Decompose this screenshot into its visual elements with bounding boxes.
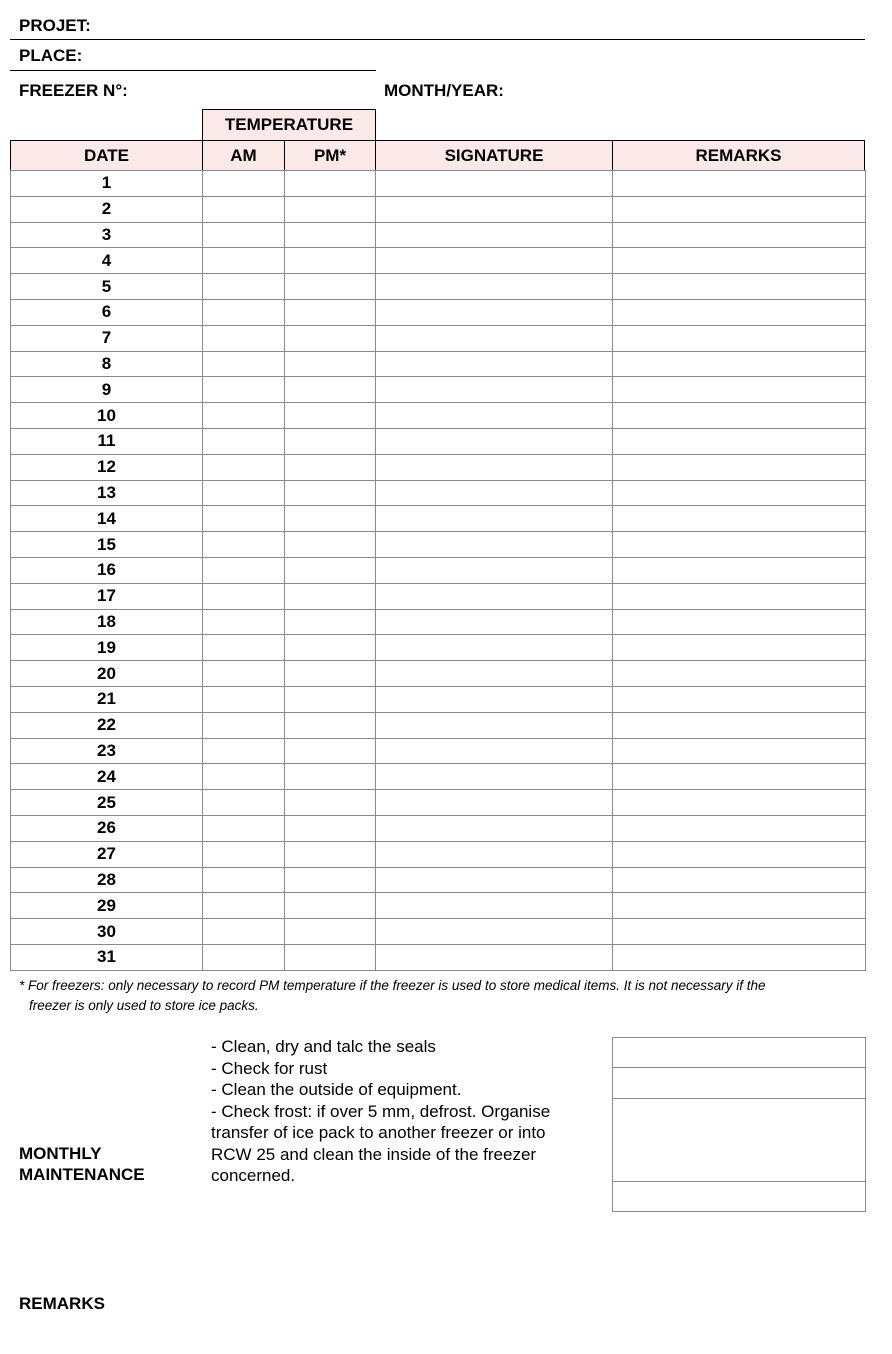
signature-cell[interactable] xyxy=(376,686,613,712)
date-cell: 7 xyxy=(11,325,203,351)
remarks-cell[interactable] xyxy=(613,944,866,970)
signature-cell[interactable] xyxy=(376,480,613,506)
remarks-cell[interactable] xyxy=(613,919,866,945)
signature-cell[interactable] xyxy=(376,712,613,738)
date-cell: 20 xyxy=(11,661,203,687)
maintenance-task: RCW 25 and clean the inside of the freezer xyxy=(211,1144,537,1164)
table-row xyxy=(11,196,866,222)
table-row xyxy=(11,248,866,274)
table-row xyxy=(11,738,866,764)
signature-cell[interactable] xyxy=(376,171,613,197)
table-row xyxy=(11,325,866,351)
maintenance-check-box-1[interactable] xyxy=(612,1037,866,1068)
date-cell: 28 xyxy=(11,867,203,893)
signature-cell[interactable] xyxy=(376,944,613,970)
table-row xyxy=(11,893,866,919)
table-row xyxy=(11,428,866,454)
date-cell: 9 xyxy=(11,377,203,403)
am-cell[interactable] xyxy=(203,712,285,738)
signature-cell[interactable] xyxy=(376,325,613,351)
am-cell[interactable] xyxy=(203,403,285,429)
am-cell[interactable] xyxy=(203,351,285,377)
remarks-cell[interactable] xyxy=(613,299,866,325)
remarks-cell[interactable] xyxy=(613,222,866,248)
date-cell: 18 xyxy=(11,609,203,635)
table-row xyxy=(11,299,866,325)
maintenance-task: - Check for rust xyxy=(211,1058,328,1078)
signature-cell[interactable] xyxy=(376,841,613,867)
remarks-cell[interactable] xyxy=(613,274,866,300)
footnote xyxy=(19,976,839,1016)
am-cell[interactable] xyxy=(203,893,285,919)
remarks-cell[interactable] xyxy=(613,712,866,738)
remarks-cell[interactable] xyxy=(613,661,866,687)
am-cell[interactable] xyxy=(203,790,285,816)
pm-cell[interactable] xyxy=(285,428,376,454)
table-row xyxy=(11,171,866,197)
table-row xyxy=(11,506,866,532)
table-row xyxy=(11,557,866,583)
maintenance-task: transfer of ice pack to another freezer or into xyxy=(211,1123,546,1142)
am-cell[interactable] xyxy=(203,325,285,351)
am-cell[interactable] xyxy=(203,583,285,609)
project-line xyxy=(10,39,865,40)
table-row xyxy=(11,867,866,893)
maintenance-task: - Clean, dry and talc the seals xyxy=(211,1037,436,1056)
table-row xyxy=(11,351,866,377)
table-row xyxy=(11,274,866,300)
footnote-line-1: * For freezers: only necessary to record PM temperature if the freezer is used to store medical items. It is not necessary if the xyxy=(19,978,766,993)
pm-cell[interactable] xyxy=(285,661,376,687)
pm-cell[interactable] xyxy=(285,480,376,506)
date-cell: 2 xyxy=(11,196,203,222)
table-row xyxy=(11,222,866,248)
remarks-cell[interactable] xyxy=(613,764,866,790)
remarks-cell[interactable] xyxy=(613,171,866,197)
column-header-am: AM xyxy=(202,140,285,171)
pm-cell[interactable] xyxy=(285,222,376,248)
am-cell[interactable] xyxy=(203,919,285,945)
am-cell[interactable] xyxy=(203,841,285,867)
pm-cell[interactable] xyxy=(285,841,376,867)
log-body xyxy=(11,171,866,971)
table-row xyxy=(11,532,866,558)
remarks-cell[interactable] xyxy=(613,583,866,609)
signature-cell[interactable] xyxy=(376,893,613,919)
date-cell: 10 xyxy=(11,403,203,429)
place-line xyxy=(10,70,376,71)
signature-cell[interactable] xyxy=(376,428,613,454)
pm-cell[interactable] xyxy=(285,506,376,532)
date-cell: 4 xyxy=(11,248,203,274)
date-cell: 25 xyxy=(11,790,203,816)
table-row xyxy=(11,712,866,738)
pm-cell[interactable] xyxy=(285,532,376,558)
signature-cell[interactable] xyxy=(376,351,613,377)
temperature-header: TEMPERATURE xyxy=(202,109,376,141)
date-cell: 6 xyxy=(11,299,203,325)
table-row xyxy=(11,764,866,790)
daily-temperature-log xyxy=(10,170,866,971)
am-cell[interactable] xyxy=(203,248,285,274)
am-cell[interactable] xyxy=(203,532,285,558)
pm-cell[interactable] xyxy=(285,274,376,300)
pm-cell[interactable] xyxy=(285,815,376,841)
am-cell[interactable] xyxy=(203,609,285,635)
signature-cell[interactable] xyxy=(376,919,613,945)
date-cell: 24 xyxy=(11,764,203,790)
remarks-cell[interactable] xyxy=(613,867,866,893)
signature-cell[interactable] xyxy=(376,609,613,635)
table-row xyxy=(11,790,866,816)
signature-cell[interactable] xyxy=(376,274,613,300)
maintenance-task: concerned. xyxy=(211,1166,296,1185)
signature-cell[interactable] xyxy=(376,299,613,325)
pm-cell[interactable] xyxy=(285,790,376,816)
signature-cell[interactable] xyxy=(376,635,613,661)
table-row xyxy=(11,480,866,506)
am-cell[interactable] xyxy=(203,196,285,222)
am-cell[interactable] xyxy=(203,454,285,480)
am-cell[interactable] xyxy=(203,815,285,841)
remarks-cell[interactable] xyxy=(613,454,866,480)
maintenance-check-box-3[interactable] xyxy=(612,1098,866,1182)
remarks-cell[interactable] xyxy=(613,893,866,919)
remarks-cell[interactable] xyxy=(613,248,866,274)
date-cell: 19 xyxy=(11,635,203,661)
signature-cell[interactable] xyxy=(376,248,613,274)
am-cell[interactable] xyxy=(203,557,285,583)
pm-cell[interactable] xyxy=(285,299,376,325)
maintenance-check-box-2[interactable] xyxy=(612,1067,866,1099)
date-cell: 16 xyxy=(11,557,203,583)
remarks-cell[interactable] xyxy=(613,635,866,661)
signature-cell[interactable] xyxy=(376,454,613,480)
remarks-cell[interactable] xyxy=(613,377,866,403)
table-row xyxy=(11,686,866,712)
maintenance-task: - Check frost: if over 5 mm, defrost. Organise xyxy=(211,1101,551,1121)
date-cell: 21 xyxy=(11,686,203,712)
date-cell: 14 xyxy=(11,506,203,532)
am-cell[interactable] xyxy=(203,171,285,197)
signature-cell[interactable] xyxy=(376,583,613,609)
table-row xyxy=(11,609,866,635)
date-cell: 31 xyxy=(11,944,203,970)
signature-cell[interactable] xyxy=(376,764,613,790)
monthly-maintenance-label xyxy=(19,1143,145,1185)
pm-cell[interactable] xyxy=(285,867,376,893)
remarks-cell[interactable] xyxy=(613,686,866,712)
am-cell[interactable] xyxy=(203,480,285,506)
freezer-number-label: FREEZER N°: xyxy=(19,81,128,100)
pm-cell[interactable] xyxy=(285,377,376,403)
pm-cell[interactable] xyxy=(285,557,376,583)
am-cell[interactable] xyxy=(203,222,285,248)
place-label: PLACE: xyxy=(19,46,83,65)
maintenance-label-line-1: MONTHLY xyxy=(19,1144,102,1163)
remarks-cell[interactable] xyxy=(613,351,866,377)
am-cell[interactable] xyxy=(203,506,285,532)
table-row xyxy=(11,944,866,970)
pm-cell[interactable] xyxy=(285,171,376,197)
table-row xyxy=(11,635,866,661)
remarks-label: REMARKS xyxy=(19,1294,105,1313)
maintenance-task: - Clean the outside of equipment. xyxy=(211,1080,462,1099)
date-cell: 27 xyxy=(11,841,203,867)
pm-cell[interactable] xyxy=(285,635,376,661)
date-cell: 26 xyxy=(11,815,203,841)
date-cell: 29 xyxy=(11,893,203,919)
table-row xyxy=(11,661,866,687)
signature-cell[interactable] xyxy=(376,661,613,687)
pm-cell[interactable] xyxy=(285,738,376,764)
table-row xyxy=(11,919,866,945)
signature-cell[interactable] xyxy=(376,196,613,222)
remarks-cell[interactable] xyxy=(613,532,866,558)
am-cell[interactable] xyxy=(203,764,285,790)
remarks-cell[interactable] xyxy=(613,841,866,867)
table-row xyxy=(11,377,866,403)
am-cell[interactable] xyxy=(203,686,285,712)
am-cell[interactable] xyxy=(203,661,285,687)
table-row xyxy=(11,403,866,429)
am-cell[interactable] xyxy=(203,635,285,661)
remarks-cell[interactable] xyxy=(613,403,866,429)
date-cell: 1 xyxy=(11,171,203,197)
signature-cell[interactable] xyxy=(376,506,613,532)
date-cell: 3 xyxy=(11,222,203,248)
pm-cell[interactable] xyxy=(285,196,376,222)
remarks-cell[interactable] xyxy=(613,609,866,635)
remarks-cell[interactable] xyxy=(613,790,866,816)
maintenance-check-box-4[interactable] xyxy=(612,1181,866,1212)
am-cell[interactable] xyxy=(203,377,285,403)
project-label: PROJET: xyxy=(19,16,91,35)
pm-cell[interactable] xyxy=(285,454,376,480)
signature-cell[interactable] xyxy=(376,403,613,429)
table-row xyxy=(11,841,866,867)
am-cell[interactable] xyxy=(203,944,285,970)
am-cell[interactable] xyxy=(203,274,285,300)
remarks-cell[interactable] xyxy=(613,480,866,506)
am-cell[interactable] xyxy=(203,428,285,454)
date-cell: 30 xyxy=(11,919,203,945)
date-cell: 17 xyxy=(11,583,203,609)
column-header-date: DATE xyxy=(10,140,203,171)
date-cell: 22 xyxy=(11,712,203,738)
pm-cell[interactable] xyxy=(285,583,376,609)
pm-cell[interactable] xyxy=(285,893,376,919)
remarks-cell[interactable] xyxy=(613,557,866,583)
remarks-cell[interactable] xyxy=(613,815,866,841)
date-cell: 11 xyxy=(11,428,203,454)
remarks-cell[interactable] xyxy=(613,196,866,222)
date-cell: 23 xyxy=(11,738,203,764)
signature-cell[interactable] xyxy=(376,222,613,248)
pm-cell[interactable] xyxy=(285,351,376,377)
remarks-cell[interactable] xyxy=(613,428,866,454)
pm-cell[interactable] xyxy=(285,764,376,790)
column-header-remarks: REMARKS xyxy=(612,140,865,171)
remarks-cell[interactable] xyxy=(613,506,866,532)
date-cell: 15 xyxy=(11,532,203,558)
remarks-cell[interactable] xyxy=(613,738,866,764)
pm-cell[interactable] xyxy=(285,325,376,351)
date-cell: 8 xyxy=(11,351,203,377)
pm-cell[interactable] xyxy=(285,403,376,429)
column-header-pm: PM* xyxy=(284,140,376,171)
am-cell[interactable] xyxy=(203,867,285,893)
table-row xyxy=(11,454,866,480)
pm-cell[interactable] xyxy=(285,248,376,274)
date-cell: 12 xyxy=(11,454,203,480)
column-header-signature: SIGNATURE xyxy=(375,140,613,171)
signature-cell[interactable] xyxy=(376,557,613,583)
signature-cell[interactable] xyxy=(376,790,613,816)
signature-cell[interactable] xyxy=(376,867,613,893)
signature-cell[interactable] xyxy=(376,738,613,764)
table-row xyxy=(11,815,866,841)
date-cell: 5 xyxy=(11,274,203,300)
pm-cell[interactable] xyxy=(285,919,376,945)
pm-cell[interactable] xyxy=(285,686,376,712)
signature-cell[interactable] xyxy=(376,815,613,841)
pm-cell[interactable] xyxy=(285,944,376,970)
signature-cell[interactable] xyxy=(376,377,613,403)
maintenance-label-line-2: MAINTENANCE xyxy=(19,1165,145,1184)
month-year-label: MONTH/YEAR: xyxy=(384,81,504,100)
signature-cell[interactable] xyxy=(376,532,613,558)
am-cell[interactable] xyxy=(203,299,285,325)
remarks-cell[interactable] xyxy=(613,325,866,351)
pm-cell[interactable] xyxy=(285,712,376,738)
footnote-line-2: freezer is only used to store ice packs. xyxy=(29,998,259,1013)
am-cell[interactable] xyxy=(203,738,285,764)
pm-cell[interactable] xyxy=(285,609,376,635)
date-cell: 13 xyxy=(11,480,203,506)
maintenance-task-list xyxy=(211,1036,591,1187)
table-row xyxy=(11,583,866,609)
